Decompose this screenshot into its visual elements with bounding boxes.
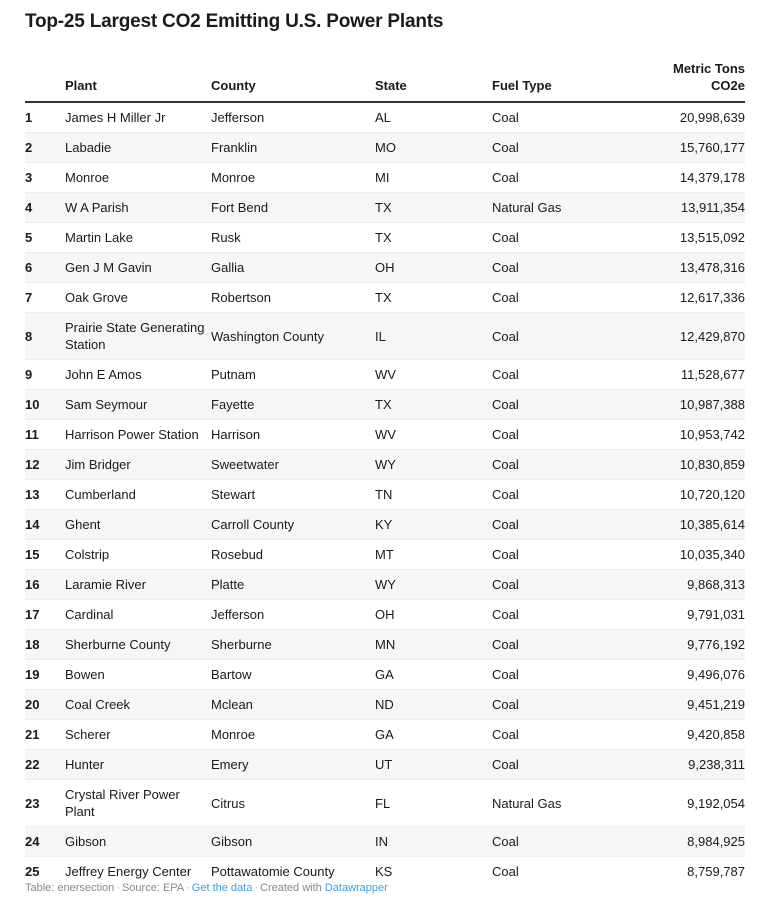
cell-plant: Scherer	[65, 720, 211, 750]
cell-plant: Jeffrey Energy Center	[65, 864, 192, 879]
cell-metric-tons-co2e: 10,830,859	[627, 450, 745, 480]
footer-credits	[25, 881, 388, 895]
cell-rank: 6	[25, 253, 65, 283]
cell-rank: 18	[25, 630, 65, 660]
cell-plant: Laramie River	[65, 570, 211, 600]
cell-state: UT	[375, 750, 492, 780]
cell-metric-tons-co2e: 12,617,336	[627, 283, 745, 313]
cell-fuel-type: Coal	[492, 600, 627, 630]
cell-county: Franklin	[211, 133, 375, 163]
cell-plant: Cardinal	[65, 600, 211, 630]
table-row	[25, 133, 745, 163]
footer-separator-1: ·	[116, 882, 120, 894]
cell-fuel-type: Coal	[492, 480, 627, 510]
cell-rank: 10	[25, 390, 65, 420]
cell-fuel-type: Coal	[492, 660, 627, 690]
cell-state: WV	[375, 420, 492, 450]
cell-rank: 14	[25, 510, 65, 540]
cell-fuel-type: Coal	[492, 720, 627, 750]
cell-state: GA	[375, 720, 492, 750]
cell-county: Citrus	[211, 780, 375, 827]
table-row	[25, 540, 745, 570]
cell-plant: Gen J M Gavin	[65, 253, 211, 283]
cell-metric-tons-co2e: 9,451,219	[627, 690, 745, 720]
cell-state: WY	[375, 570, 492, 600]
cell-county: Rusk	[211, 223, 375, 253]
cell-county: Fayette	[211, 390, 375, 420]
table-row	[25, 750, 745, 780]
cell-metric-tons-co2e: 8,984,925	[627, 827, 745, 857]
cell-plant: Martin Lake	[65, 223, 211, 253]
cell-fuel-type: Coal	[492, 313, 627, 360]
cell-plant: W A Parish	[65, 193, 211, 223]
cell-state: IN	[375, 827, 492, 857]
cell-fuel-type: Coal	[492, 570, 627, 600]
column-header-rank[interactable]	[25, 60, 65, 102]
table-row	[25, 510, 745, 540]
table-row	[25, 660, 745, 690]
cell-plant: Prairie State Generating Station	[65, 313, 211, 360]
column-header-county[interactable]: County	[211, 60, 375, 102]
cell-metric-tons-co2e: 10,385,614	[627, 510, 745, 540]
cell-fuel-type: Coal	[492, 390, 627, 420]
cell-state: TX	[375, 193, 492, 223]
footer-separator-2: ·	[186, 882, 190, 894]
cell-plant: Gibson	[65, 827, 211, 857]
cell-state: FL	[375, 780, 492, 827]
cell-metric-tons-co2e: 14,379,178	[627, 163, 745, 193]
cell-plant: Ghent	[65, 510, 211, 540]
cell-plant: Sam Seymour	[65, 390, 211, 420]
cell-rank: 19	[25, 660, 65, 690]
cell-metric-tons-co2e: 9,420,858	[627, 720, 745, 750]
cell-state: MI	[375, 163, 492, 193]
cell-fuel-type: Coal	[492, 827, 627, 857]
cell-rank: 3	[25, 163, 65, 193]
cell-metric-tons-co2e: 10,987,388	[627, 390, 745, 420]
cell-metric-tons-co2e: 10,720,120	[627, 480, 745, 510]
cell-state: WY	[375, 450, 492, 480]
cell-metric-tons-co2e: 20,998,639	[627, 102, 745, 133]
column-header-fuel-type[interactable]: Fuel Type	[492, 60, 627, 102]
cell-fuel-type: Coal	[492, 102, 627, 133]
footer-table-credit: Table: enersection	[25, 882, 115, 894]
cell-plant: Labadie	[65, 133, 211, 163]
cell-state: TX	[375, 223, 492, 253]
datawrapper-link[interactable]: Datawrapper	[324, 882, 388, 894]
cell-state: TX	[375, 390, 492, 420]
cell-state: TN	[375, 480, 492, 510]
cell-metric-tons-co2e: 13,911,354	[627, 193, 745, 223]
footer-separator-3: ·	[254, 882, 259, 894]
cell-metric-tons-co2e: 13,478,316	[627, 253, 745, 283]
footer-source: Source: EPA	[121, 882, 185, 894]
cell-county: Pottawatomie County	[211, 864, 335, 879]
cell-state: OH	[375, 253, 492, 283]
table-row	[25, 690, 745, 720]
cell-rank: 1	[25, 102, 65, 133]
cell-county: Sweetwater	[211, 450, 375, 480]
cell-plant: Jim Bridger	[65, 450, 211, 480]
cell-county: Jefferson	[211, 102, 375, 133]
cell-county: Harrison	[211, 420, 375, 450]
cell-state: MN	[375, 630, 492, 660]
table-body	[25, 102, 745, 886]
cell-fuel-type: Natural Gas	[492, 193, 627, 223]
get-the-data-link[interactable]: Get the data	[191, 882, 253, 894]
cell-metric-tons-co2e: 9,192,054	[627, 780, 745, 827]
table-row	[25, 570, 745, 600]
cell-metric-tons-co2e: 9,776,192	[627, 630, 745, 660]
cell-county: Monroe	[211, 720, 375, 750]
cell-fuel-type: Coal	[492, 630, 627, 660]
cell-state: WV	[375, 360, 492, 390]
cell-plant: Colstrip	[65, 540, 211, 570]
page-title: Top-25 Largest CO2 Emitting U.S. Power Plants	[25, 11, 444, 32]
table-header-row	[25, 60, 745, 102]
cell-plant: Cumberland	[65, 480, 211, 510]
cell-county: Robertson	[211, 283, 375, 313]
cell-county: Gallia	[211, 253, 375, 283]
table-row	[25, 390, 745, 420]
cell-plant: Crystal River Power Plant	[65, 780, 211, 827]
column-header-metric-tons-line2: CO2e	[711, 78, 745, 93]
cell-plant: James H Miller Jr	[65, 102, 211, 133]
cell-fuel-type: Coal	[492, 750, 627, 780]
cell-fuel-type: Coal	[492, 450, 627, 480]
cell-rank: 9	[25, 360, 65, 390]
cell-rank: 4	[25, 193, 65, 223]
cell-rank: 17	[25, 600, 65, 630]
cell-metric-tons-co2e: 10,953,742	[627, 420, 745, 450]
cell-metric-tons-co2e: 11,528,677	[627, 360, 745, 390]
cell-rank: 5	[25, 223, 65, 253]
cell-state: KY	[375, 510, 492, 540]
cell-county: Sherburne	[211, 630, 375, 660]
table-row	[25, 720, 745, 750]
cell-metric-tons-co2e: 10,035,340	[627, 540, 745, 570]
cell-county: Bartow	[211, 660, 375, 690]
cell-county: Rosebud	[211, 540, 375, 570]
column-header-metric-tons-line1: Metric Tons	[673, 61, 745, 76]
cell-state: OH	[375, 600, 492, 630]
cell-rank: 13	[25, 480, 65, 510]
cell-fuel-type: Coal	[492, 133, 627, 163]
cell-county: Fort Bend	[211, 193, 375, 223]
cell-fuel-type: Coal	[492, 223, 627, 253]
cell-state: MT	[375, 540, 492, 570]
cell-plant: Harrison Power Station	[65, 420, 211, 450]
cell-fuel-type: Coal	[492, 163, 627, 193]
cell-plant: Coal Creek	[65, 690, 211, 720]
cell-plant: Monroe	[65, 163, 211, 193]
cell-plant: Bowen	[65, 660, 211, 690]
cell-rank: 24	[25, 827, 65, 857]
table-row	[25, 630, 745, 660]
cell-fuel-type: Coal	[492, 420, 627, 450]
cell-county: Jefferson	[211, 600, 375, 630]
cell-fuel-type: Coal	[492, 253, 627, 283]
cell-state: GA	[375, 660, 492, 690]
cell-rank: 7	[25, 283, 65, 313]
table-row	[25, 450, 745, 480]
cell-metric-tons-co2e: 9,496,076	[627, 660, 745, 690]
cell-rank: 21	[25, 720, 65, 750]
table-header	[25, 60, 745, 102]
cell-county: Mclean	[211, 690, 375, 720]
cell-fuel-type: Coal	[492, 360, 627, 390]
table-row	[25, 360, 745, 390]
cell-metric-tons-co2e: 9,868,313	[627, 570, 745, 600]
cell-plant: Oak Grove	[65, 283, 211, 313]
cell-rank: 22	[25, 750, 65, 780]
cell-county: Carroll County	[211, 510, 375, 540]
column-header-metric-tons-co2e[interactable]	[627, 60, 745, 102]
cell-county: Platte	[211, 570, 375, 600]
cell-rank: 15	[25, 540, 65, 570]
cell-fuel-type: Coal	[492, 510, 627, 540]
cell-plant: Sherburne County	[65, 630, 211, 660]
cell-rank: 20	[25, 690, 65, 720]
cell-rank: 23	[25, 780, 65, 827]
cell-metric-tons-co2e: 9,238,311	[627, 750, 745, 780]
table-row	[25, 313, 745, 360]
table-row	[25, 420, 745, 450]
cell-state: AL	[375, 102, 492, 133]
footer-created-with-label: Created with	[260, 882, 322, 894]
cell-metric-tons-co2e: 13,515,092	[627, 223, 745, 253]
cell-county: Gibson	[211, 827, 375, 857]
cell-state: ND	[375, 690, 492, 720]
table-row	[25, 283, 745, 313]
table-row	[25, 600, 745, 630]
table-row	[25, 193, 745, 223]
cell-county: Monroe	[211, 163, 375, 193]
cell-plant: John E Amos	[65, 360, 211, 390]
column-header-plant[interactable]: Plant	[65, 60, 211, 102]
table-container	[25, 60, 745, 886]
cell-state: MO	[375, 133, 492, 163]
cell-county: Stewart	[211, 480, 375, 510]
cell-rank: 12	[25, 450, 65, 480]
cell-rank: 25	[25, 864, 40, 879]
table-row	[25, 253, 745, 283]
cell-rank: 8	[25, 313, 65, 360]
table-row	[25, 827, 745, 857]
table-row	[25, 223, 745, 253]
cell-rank: 11	[25, 420, 65, 450]
cell-state: TX	[375, 283, 492, 313]
cell-county: Putnam	[211, 360, 375, 390]
cell-fuel-type: Coal	[492, 283, 627, 313]
cell-county: Emery	[211, 750, 375, 780]
cell-fuel-type: Natural Gas	[492, 780, 627, 827]
column-header-state[interactable]: State	[375, 60, 492, 102]
cell-fuel-type: Coal	[492, 864, 519, 879]
table-row	[25, 163, 745, 193]
cell-county: Washington County	[211, 313, 375, 360]
data-table	[25, 60, 745, 886]
cell-fuel-type: Coal	[492, 690, 627, 720]
cell-fuel-type: Coal	[492, 540, 627, 570]
cell-state: IL	[375, 313, 492, 360]
cell-state: KS	[375, 864, 393, 879]
cell-rank: 2	[25, 133, 65, 163]
cell-metric-tons-co2e: 8,759,787	[687, 864, 745, 879]
table-row	[25, 780, 745, 827]
cell-metric-tons-co2e: 12,429,870	[627, 313, 745, 360]
cell-metric-tons-co2e: 15,760,177	[627, 133, 745, 163]
cell-plant: Hunter	[65, 750, 211, 780]
table-row	[25, 480, 745, 510]
cell-rank: 16	[25, 570, 65, 600]
table-row	[25, 102, 745, 133]
cell-metric-tons-co2e: 9,791,031	[627, 600, 745, 630]
